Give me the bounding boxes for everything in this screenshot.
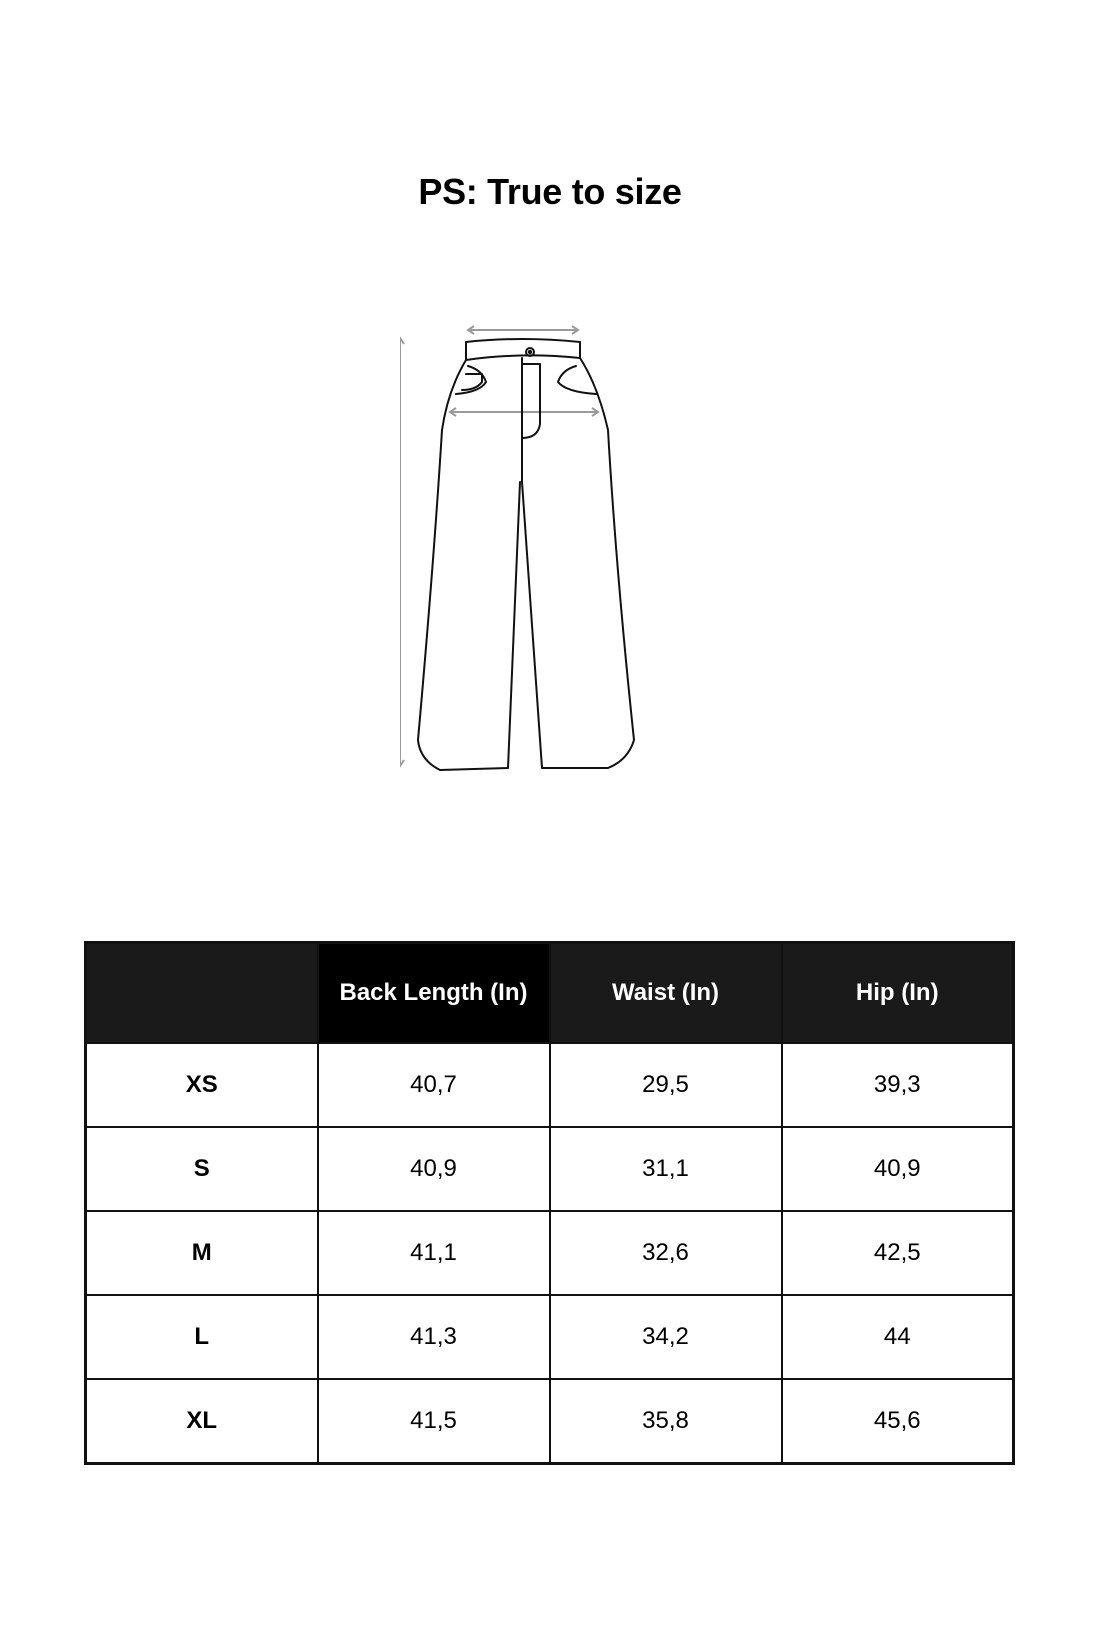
back-length-cell: 41,1 [318, 1211, 550, 1295]
back-length-cell: 41,3 [318, 1295, 550, 1379]
pants-outline [418, 339, 634, 770]
pants-illustration-icon [400, 320, 680, 800]
table-row [86, 1379, 1014, 1464]
waist-cell: 29,5 [550, 1043, 782, 1127]
waist-cell: 32,6 [550, 1211, 782, 1295]
hip-cell: 44 [782, 1295, 1014, 1379]
hip-cell: 40,9 [782, 1127, 1014, 1211]
size-cell: L [86, 1295, 318, 1379]
hip-cell: 45,6 [782, 1379, 1014, 1464]
hip-cell: 42,5 [782, 1211, 1014, 1295]
back-length-cell: 41,5 [318, 1379, 550, 1464]
table-header-waist: Waist (In) [550, 943, 782, 1044]
measurement-arrows [400, 326, 598, 766]
table-header-size [86, 943, 318, 1044]
hip-cell: 39,3 [782, 1043, 1014, 1127]
size-cell: XL [86, 1379, 318, 1464]
back-length-cell: 40,9 [318, 1127, 550, 1211]
waist-cell: 31,1 [550, 1127, 782, 1211]
table-row [86, 1043, 1014, 1127]
table-header-hip: Hip (In) [782, 943, 1014, 1044]
waist-cell: 34,2 [550, 1295, 782, 1379]
back-length-cell: 40,7 [318, 1043, 550, 1127]
size-cell: S [86, 1127, 318, 1211]
page-title: PS: True to size [418, 171, 682, 212]
waist-cell: 35,8 [550, 1379, 782, 1464]
table-header-back-length: Back Length (In) [318, 943, 550, 1044]
table-header-row [86, 943, 1014, 1044]
table-row [86, 1127, 1014, 1211]
table-row [86, 1295, 1014, 1379]
size-cell: XS [86, 1043, 318, 1127]
size-cell: M [86, 1211, 318, 1295]
table-row [86, 1211, 1014, 1295]
size-chart-table [84, 941, 1015, 1465]
